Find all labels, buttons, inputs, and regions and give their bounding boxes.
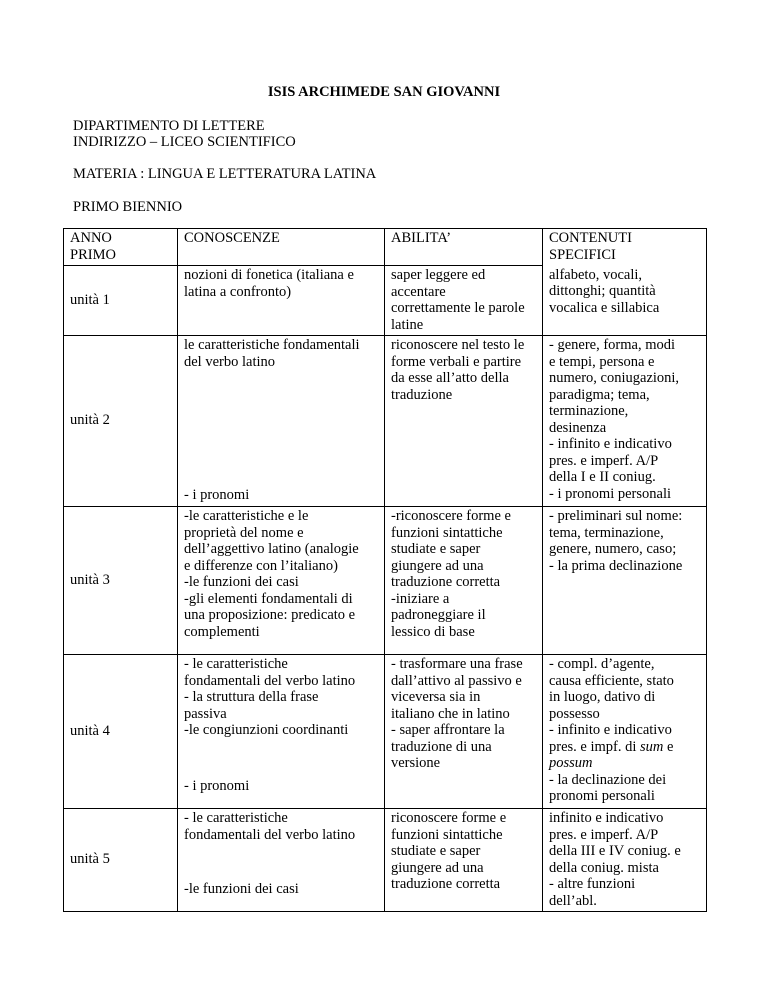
contenuti-cell: alfabeto, vocali, dittonghi; quantità vocalica e sillabica	[543, 266, 707, 336]
abilita-cell: riconoscere forme e funzioni sintattiche studiate e saper giungere ad una traduzione corretta	[385, 809, 543, 912]
conoscenze-cell: -le caratteristiche e le proprietà del nome e dell’aggettivo latino (analogie e differenze con l’italiano) -le funzioni dei casi -gli elementi fondamentali di una proposizione: predicato e complementi	[178, 507, 385, 655]
unit-label: unità 2	[64, 336, 178, 507]
abilita-cell: saper leggere ed accentare correttamente le parole latine	[385, 266, 543, 336]
curriculum-table	[63, 228, 707, 912]
period-line: PRIMO BIENNIO	[73, 199, 183, 215]
unit-label: unità 3	[64, 507, 178, 655]
contenuti-cell: - preliminari sul nome: tema, terminazione, genere, numero, caso; - la prima declinazione	[543, 507, 707, 655]
conoscenze-cell: - le caratteristiche fondamentali del verbo latino -le funzioni dei casi	[178, 809, 385, 912]
conoscenze-cell: le caratteristiche fondamentali del verbo latino - i pronomi	[178, 336, 385, 507]
contenuti-cell: infinito e indicativo pres. e imperf. A/P della III e IV coniug. e della coniug. mista - altre funzioni dell’abl.	[543, 809, 707, 912]
table-row	[64, 336, 707, 507]
header-abilita: ABILITA’	[385, 229, 543, 266]
contenuti-cell: - compl. d’agente, causa efficiente, stato in luogo, dativo di possesso - infinito e indicativo pres. e impf. di sum e possum - la declinazione dei pronomi personali	[543, 655, 707, 809]
school-title: ISIS ARCHIMEDE SAN GIOVANNI	[267, 84, 501, 100]
department-line: DIPARTIMENTO DI LETTERE	[73, 118, 265, 134]
conoscenze-cell: nozioni di fonetica (italiana e latina a confronto)	[178, 266, 385, 336]
table-row	[64, 507, 707, 655]
unit-label: unità 4	[64, 655, 178, 809]
table-row	[64, 809, 707, 912]
header-conoscenze: CONOSCENZE	[178, 229, 385, 266]
table-header-row	[64, 229, 707, 266]
subject-line: MATERIA : LINGUA E LETTERATURA LATINA	[73, 166, 377, 182]
unit-label: unità 1	[64, 266, 178, 336]
table-row	[64, 266, 707, 336]
unit-label: unità 5	[64, 809, 178, 912]
header-anno-primo: ANNO PRIMO	[64, 229, 178, 266]
abilita-cell: riconoscere nel testo le forme verbali e partire da esse all’atto della traduzione	[385, 336, 543, 507]
header-contenuti-specifici: CONTENUTI SPECIFICI	[543, 229, 707, 266]
conoscenze-cell: - le caratteristiche fondamentali del verbo latino - la struttura della frase passiva -le congiunzioni coordinanti - i pronomi	[178, 655, 385, 809]
track-line: INDIRIZZO – LICEO SCIENTIFICO	[73, 134, 296, 150]
contenuti-cell: - genere, forma, modi e tempi, persona e numero, coniugazioni, paradigma; tema, terminazione, desinenza - infinito e indicativo pres. e imperf. A/P della I e II coniug. - i pronomi personali	[543, 336, 707, 507]
abilita-cell: - trasformare una frase dall’attivo al passivo e viceversa sia in italiano che in latino - saper affrontare la traduzione di una versione	[385, 655, 543, 809]
abilita-cell: -riconoscere forme e funzioni sintattiche studiate e saper giungere ad una traduzione corretta -iniziare a padroneggiare il lessico di base	[385, 507, 543, 655]
table-row	[64, 655, 707, 809]
